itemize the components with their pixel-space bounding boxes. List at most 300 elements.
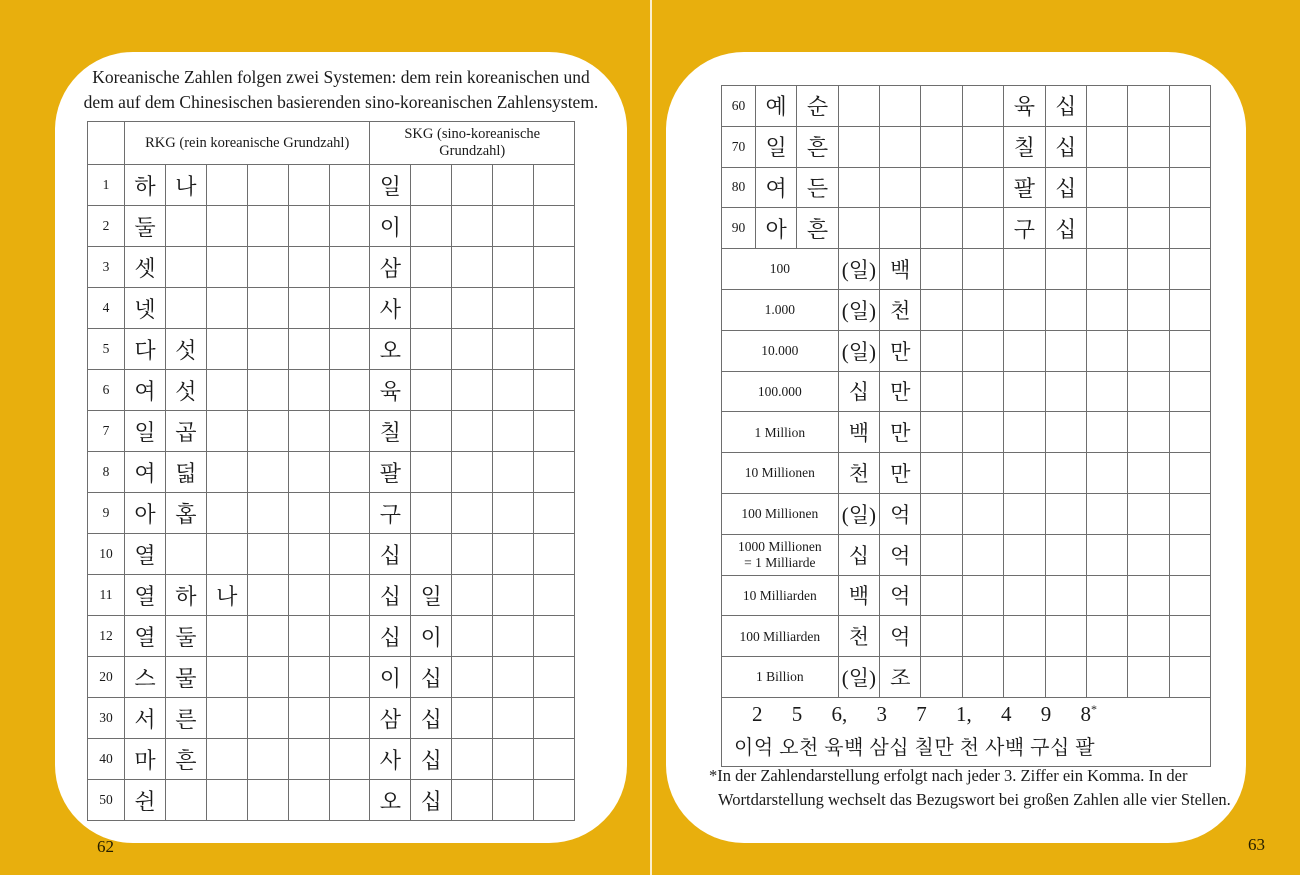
skg-syllable-cell: 십 [370,575,411,616]
empty-cell [1086,371,1127,412]
empty-cell [165,780,206,821]
unit-syllable-cell: 만 [880,371,921,412]
empty-cell [206,247,247,288]
empty-cell [329,493,370,534]
prefix-syllable-cell: (일) [838,657,879,698]
empty-cell [534,411,575,452]
korean-numbers-table-60-billion [721,85,1211,767]
empty-cell [247,370,288,411]
empty-cell [493,165,534,206]
row-label-cell: 3 [88,247,125,288]
empty-cell [493,698,534,739]
table-row [88,411,575,452]
empty-cell [1086,86,1127,127]
empty-cell [1169,249,1210,290]
table-row [88,452,575,493]
empty-cell [1169,167,1210,208]
empty-cell [493,206,534,247]
unit-syllable-cell: 천 [880,289,921,330]
prefix-syllable-cell: (일) [838,289,879,330]
skg-syllable-cell: 십 [411,780,452,821]
korean-numbers-table-1-50 [87,121,575,821]
empty-cell [452,247,493,288]
table-row [722,330,1211,371]
empty-cell [962,453,1003,494]
example-korean-words: 이억 오천 육백 삼십 칠만 천 사백 구십 팔 [734,736,1096,759]
unit-syllable-cell: 억 [880,493,921,534]
table-row [88,780,575,821]
empty-cell [1086,289,1127,330]
unit-syllable-cell: 조 [880,657,921,698]
prefix-syllable-cell: 백 [838,575,879,616]
empty-cell [329,329,370,370]
empty-cell [838,208,879,249]
empty-cell [1128,657,1169,698]
empty-cell [1004,616,1045,657]
empty-cell [962,575,1003,616]
empty-cell [1128,616,1169,657]
unit-syllable-cell: 백 [880,249,921,290]
empty-cell [452,534,493,575]
empty-cell [1128,412,1169,453]
skg-syllable-cell: 십 [411,739,452,780]
empty-cell [493,534,534,575]
empty-cell [962,86,1003,127]
empty-cell [247,657,288,698]
empty-cell [921,657,962,698]
empty-cell [534,616,575,657]
row-label-cell: 2 [88,206,125,247]
empty-cell [452,780,493,821]
skg-header: SKG (sino-koreanische Grundzahl) [370,122,575,165]
empty-cell [247,165,288,206]
rkg-syllable-cell: 일 [125,411,166,452]
unit-syllable-cell: 만 [880,453,921,494]
empty-cell [921,412,962,453]
empty-cell [493,411,534,452]
rkg-syllable-cell: 여 [125,370,166,411]
skg-syllable-cell: 팔 [370,452,411,493]
row-label-cell: 70 [722,126,756,167]
skg-syllable-cell: 이 [370,206,411,247]
empty-cell [288,657,329,698]
empty-cell [962,534,1003,575]
row-label-cell: 6 [88,370,125,411]
empty-cell [329,616,370,657]
empty-cell [411,411,452,452]
empty-cell [329,739,370,780]
empty-cell [880,208,921,249]
empty-cell [921,534,962,575]
unit-syllable-cell: 억 [880,575,921,616]
table-row [88,370,575,411]
rkg-syllable-cell: 열 [125,575,166,616]
empty-cell [206,452,247,493]
empty-cell [493,288,534,329]
prefix-syllable-cell: 백 [838,412,879,453]
right-table-body [722,86,1211,698]
left-table-body [88,165,575,821]
rkg-syllable-cell: 아 [756,208,797,249]
empty-cell [452,739,493,780]
empty-cell [452,657,493,698]
empty-cell [962,371,1003,412]
row-label-cell: 100 Millionen [722,493,839,534]
left-table-header [88,122,575,165]
empty-cell [452,165,493,206]
empty-cell [493,452,534,493]
rkg-syllable-cell: 섯 [165,329,206,370]
footnote-text: *In der Zahlendarstellung erfolgt nach jeder 3. Ziffer ein Komma. In der Wortdarstellung wechselt das Bezugswort bei großen Zahlen alle vier Stellen. [709,766,1231,809]
empty-cell [1169,208,1210,249]
empty-cell [921,493,962,534]
skg-syllable-cell: 십 [411,657,452,698]
empty-cell [206,165,247,206]
table-row [722,493,1211,534]
empty-cell [288,206,329,247]
empty-cell [329,657,370,698]
row-label-cell: 100 [722,249,839,290]
empty-cell [880,167,921,208]
empty-cell [1004,657,1045,698]
empty-cell [206,411,247,452]
empty-cell [534,657,575,698]
rkg-syllable-cell: 둘 [125,206,166,247]
empty-cell [247,698,288,739]
empty-cell [921,330,962,371]
row-label-cell: 1 Billion [722,657,839,698]
empty-cell [534,780,575,821]
empty-cell [493,657,534,698]
empty-cell [1169,126,1210,167]
rkg-syllable-cell: 순 [797,86,838,127]
empty-cell [880,126,921,167]
row-label-cell: 12 [88,616,125,657]
empty-cell [1045,249,1086,290]
empty-cell [534,493,575,534]
row-label-cell: 100.000 [722,371,839,412]
header-empty-cell [88,122,125,165]
empty-cell [493,493,534,534]
intro-text [55,65,627,115]
table-row [88,657,575,698]
row-label-cell: 1000 Millionen = 1 Milliarde [722,534,839,575]
skg-syllable-cell: 십 [370,616,411,657]
empty-cell [452,288,493,329]
table-row [88,739,575,780]
table-row [88,616,575,657]
empty-cell [452,329,493,370]
empty-cell [411,534,452,575]
rkg-syllable-cell: 마 [125,739,166,780]
empty-cell [1128,453,1169,494]
empty-cell [493,739,534,780]
empty-cell [1004,453,1045,494]
empty-cell [1128,126,1169,167]
empty-cell [1045,616,1086,657]
empty-cell [1128,208,1169,249]
empty-cell [1086,330,1127,371]
empty-cell [452,411,493,452]
row-label-cell: 11 [88,575,125,616]
skg-syllable-cell: 오 [370,780,411,821]
empty-cell [921,249,962,290]
empty-cell [288,165,329,206]
empty-cell [1169,534,1210,575]
empty-cell [247,739,288,780]
empty-cell [962,249,1003,290]
skg-syllable-cell: 일 [411,575,452,616]
empty-cell [1086,126,1127,167]
empty-cell [921,289,962,330]
empty-cell [247,247,288,288]
table-row [722,371,1211,412]
empty-cell [921,453,962,494]
empty-cell [1086,657,1127,698]
empty-cell [411,493,452,534]
empty-cell [1169,86,1210,127]
skg-syllable-cell: 육 [1004,86,1045,127]
empty-cell [1128,86,1169,127]
empty-cell [165,288,206,329]
empty-cell [534,452,575,493]
empty-cell [1086,412,1127,453]
empty-cell [247,534,288,575]
empty-cell [1086,249,1127,290]
empty-cell [493,780,534,821]
row-label-cell: 1 [88,165,125,206]
rkg-syllable-cell: 물 [165,657,206,698]
empty-cell [921,86,962,127]
row-label-cell: 9 [88,493,125,534]
skg-syllable-cell: 육 [370,370,411,411]
empty-cell [1169,575,1210,616]
row-label-cell: 1 Million [722,412,839,453]
empty-cell [329,575,370,616]
empty-cell [1045,493,1086,534]
empty-cell [288,493,329,534]
page-number-62: 62 [97,837,114,856]
empty-cell [534,370,575,411]
rkg-syllable-cell: 곱 [165,411,206,452]
empty-cell [493,329,534,370]
skg-syllable-cell: 십 [1045,86,1086,127]
table-row [722,289,1211,330]
table-row [88,575,575,616]
row-label-cell: 10 Milliarden [722,575,839,616]
empty-cell [288,780,329,821]
example-row [722,697,1211,766]
empty-cell [452,493,493,534]
prefix-syllable-cell: (일) [838,330,879,371]
empty-cell [206,329,247,370]
empty-cell [1128,371,1169,412]
rkg-syllable-cell: 열 [125,534,166,575]
empty-cell [534,165,575,206]
empty-cell [1169,330,1210,371]
rkg-syllable-cell: 나 [165,165,206,206]
empty-cell [1169,412,1210,453]
empty-cell [1128,167,1169,208]
table-row [722,126,1211,167]
empty-cell [493,370,534,411]
empty-cell [288,247,329,288]
book-spine-divider [650,0,652,875]
table-row [88,288,575,329]
skg-syllable-cell: 십 [1045,167,1086,208]
rkg-syllable-cell: 홉 [165,493,206,534]
unit-syllable-cell: 만 [880,412,921,453]
example-digits-line [752,702,1210,727]
rkg-syllable-cell: 섯 [165,370,206,411]
prefix-syllable-cell: 십 [838,371,879,412]
empty-cell [962,657,1003,698]
prefix-syllable-cell: (일) [838,493,879,534]
empty-cell [1045,657,1086,698]
table-row [722,86,1211,127]
empty-cell [452,616,493,657]
example-section [722,697,1211,766]
rkg-syllable-cell: 나 [206,575,247,616]
empty-cell [534,534,575,575]
empty-cell [411,452,452,493]
empty-cell [1169,657,1210,698]
empty-cell [921,167,962,208]
empty-cell [1169,493,1210,534]
skg-syllable-cell: 구 [1004,208,1045,249]
table-row [722,412,1211,453]
empty-cell [288,288,329,329]
rkg-syllable-cell: 여 [756,167,797,208]
empty-cell [247,206,288,247]
empty-cell [206,370,247,411]
empty-cell [247,575,288,616]
empty-cell [288,411,329,452]
empty-cell [1004,249,1045,290]
empty-cell [1128,493,1169,534]
empty-cell [838,86,879,127]
empty-cell [206,493,247,534]
empty-cell [921,371,962,412]
rkg-syllable-cell: 흔 [797,208,838,249]
empty-cell [1086,453,1127,494]
row-label-cell: 8 [88,452,125,493]
empty-cell [1169,616,1210,657]
rkg-syllable-cell: 든 [797,167,838,208]
empty-cell [411,329,452,370]
row-label-cell: 80 [722,167,756,208]
prefix-syllable-cell: 천 [838,616,879,657]
row-label-cell: 100 Milliarden [722,616,839,657]
skg-syllable-cell: 이 [411,616,452,657]
rkg-syllable-cell: 넷 [125,288,166,329]
empty-cell [329,698,370,739]
empty-cell [1045,534,1086,575]
empty-cell [206,739,247,780]
empty-cell [1045,371,1086,412]
row-label-cell: 5 [88,329,125,370]
rkg-syllable-cell: 일 [756,126,797,167]
table-row [88,165,575,206]
table-row [88,493,575,534]
row-label-cell: 40 [88,739,125,780]
rkg-syllable-cell: 른 [165,698,206,739]
empty-cell [493,616,534,657]
empty-cell [411,247,452,288]
empty-cell [206,616,247,657]
skg-syllable-cell: 삼 [370,698,411,739]
empty-cell [1086,167,1127,208]
table-row [722,657,1211,698]
empty-cell [1086,575,1127,616]
asterisk-marker: * [1091,701,1097,716]
empty-cell [329,534,370,575]
row-label-cell: 90 [722,208,756,249]
skg-syllable-cell: 일 [370,165,411,206]
empty-cell [962,126,1003,167]
empty-cell [962,289,1003,330]
empty-cell [206,288,247,329]
table-row [722,167,1211,208]
empty-cell [880,86,921,127]
empty-cell [329,165,370,206]
rkg-syllable-cell: 흔 [797,126,838,167]
empty-cell [921,126,962,167]
empty-cell [1004,289,1045,330]
unit-syllable-cell: 만 [880,330,921,371]
empty-cell [329,288,370,329]
header-row [88,122,575,165]
empty-cell [534,698,575,739]
empty-cell [288,698,329,739]
empty-cell [411,206,452,247]
rkg-syllable-cell: 덟 [165,452,206,493]
skg-syllable-cell: 오 [370,329,411,370]
table-row [88,698,575,739]
empty-cell [962,616,1003,657]
empty-cell [921,616,962,657]
empty-cell [329,206,370,247]
empty-cell [1004,493,1045,534]
rkg-syllable-cell: 하 [125,165,166,206]
skg-syllable-cell: 십 [1045,126,1086,167]
empty-cell [534,247,575,288]
rkg-header: RKG (rein koreanische Grundzahl) [125,122,370,165]
empty-cell [1086,493,1127,534]
table-row [88,534,575,575]
empty-cell [1004,371,1045,412]
empty-cell [206,206,247,247]
table-row [722,249,1211,290]
table-row [722,534,1211,575]
empty-cell [452,452,493,493]
rkg-syllable-cell: 셋 [125,247,166,288]
rkg-syllable-cell: 쉰 [125,780,166,821]
page-number-63: 63 [1248,835,1265,854]
empty-cell [962,493,1003,534]
right-page [666,52,1246,843]
empty-cell [1045,330,1086,371]
skg-syllable-cell: 이 [370,657,411,698]
left-page [55,52,627,843]
empty-cell [1045,412,1086,453]
empty-cell [962,208,1003,249]
empty-cell [206,698,247,739]
rkg-syllable-cell: 다 [125,329,166,370]
empty-cell [288,534,329,575]
empty-cell [411,288,452,329]
empty-cell [921,208,962,249]
